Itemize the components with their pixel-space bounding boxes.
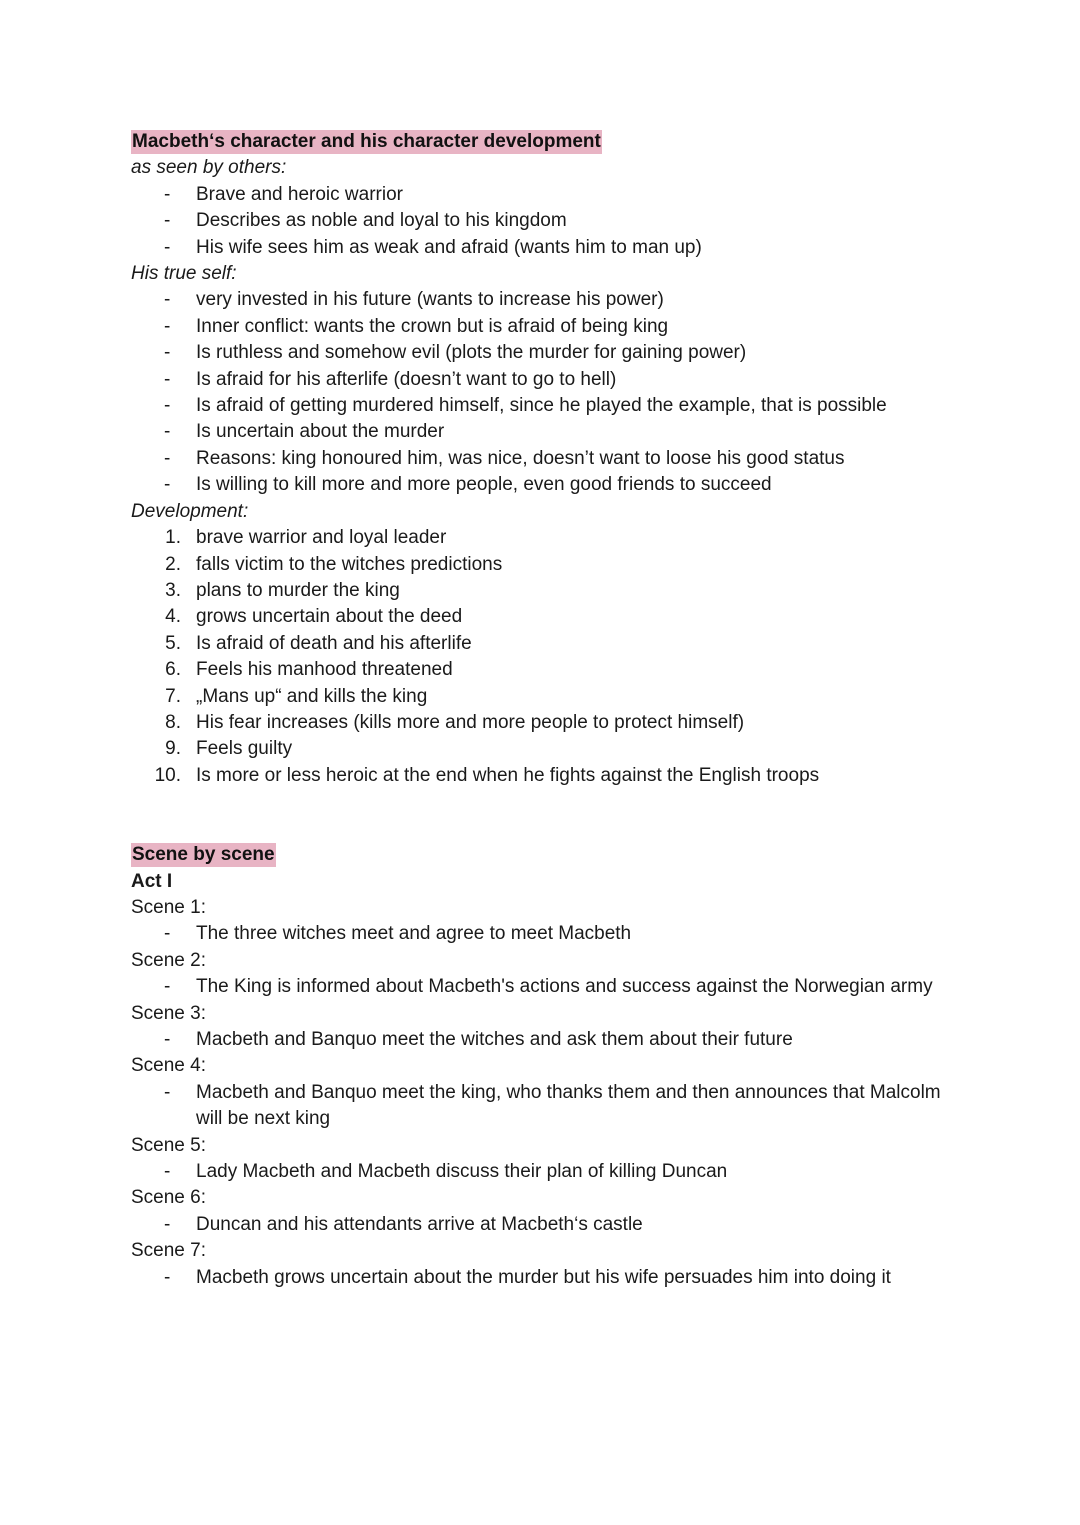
section-heading-character <box>131 129 951 155</box>
list-item: 9. Feels guilty <box>131 736 951 762</box>
scene-label: Scene 1: <box>131 896 206 918</box>
true-self-list <box>131 287 951 498</box>
heading-text: Macbeth‘s character and his character development <box>132 131 601 152</box>
dash-bullet: - <box>164 368 171 390</box>
scene-label: Scene 7: <box>131 1240 206 1262</box>
scene-list <box>131 1159 951 1185</box>
dash-bullet: - <box>164 1029 171 1050</box>
list-item: 6. Feels his manhood threatened <box>131 657 951 683</box>
list-number: 6. <box>165 659 181 681</box>
list-item: - Is uncertain about the murder <box>131 419 951 445</box>
dash-bullet: - <box>164 315 171 337</box>
list-item: - Inner conflict: wants the crown but is afraid of being king <box>131 314 951 340</box>
list-item: - Is afraid for his afterlife (doesn’t want to go to hell) <box>131 367 951 393</box>
list-item: - Macbeth and Banquo meet the king, who thanks them and then announces that Malcolm will be next king <box>164 1081 941 1130</box>
scene-list <box>131 1080 951 1133</box>
dash-bullet: - <box>164 976 171 998</box>
dash-bullet: - <box>164 183 171 205</box>
list-number: 8. <box>165 711 181 733</box>
list-item: - Macbeth grows uncertain about the murder but his wife persuades him into doing it <box>131 1265 951 1291</box>
list-item: - Is afraid of getting murdered himself, since he played the example, that is possible <box>131 393 951 419</box>
list-item: - Is willing to kill more and more people, even good friends to succeed <box>131 472 951 498</box>
section-heading-scenes <box>131 842 951 868</box>
list-item: - Is ruthless and somehow evil (plots the murder for gaining power) <box>131 340 951 366</box>
scene-list <box>131 921 951 947</box>
dash-bullet: - <box>164 447 171 469</box>
dash-bullet: - <box>164 421 171 443</box>
list-item: - Brave and heroic warrior <box>131 182 951 208</box>
scene-list <box>131 1265 951 1291</box>
scene-label: Scene 4: <box>131 1055 206 1077</box>
scene-list <box>131 1027 951 1053</box>
list-item: - Lady Macbeth and Macbeth discuss their plan of killing Duncan <box>131 1159 951 1185</box>
document-body <box>131 129 951 1291</box>
scene-list <box>131 974 951 1000</box>
list-item: - very invested in his future (wants to increase his power) <box>131 287 951 313</box>
list-item: - Macbeth and Banquo meet the witches and ask them about their future <box>131 1027 951 1053</box>
others-list <box>131 182 951 261</box>
list-number: 9. <box>165 738 181 760</box>
dash-bullet: - <box>164 236 171 258</box>
list-item: - Reasons: king honoured him, was nice, doesn’t want to loose his good status <box>131 446 951 472</box>
list-number: 7. <box>165 685 181 707</box>
list-item: - The three witches meet and agree to meet Macbeth <box>131 921 951 947</box>
dash-bullet: - <box>164 289 171 311</box>
list-item: 7. „Mans up“ and kills the king <box>131 684 951 710</box>
dash-bullet: - <box>164 342 171 364</box>
scene-list <box>131 1212 951 1238</box>
list-item: - The King is informed about Macbeth's actions and success against the Norwegian army <box>131 974 951 1000</box>
list-item: 4. grows uncertain about the deed <box>131 604 951 630</box>
dash-bullet: - <box>164 474 171 496</box>
list-item: 2. falls victim to the witches predictions <box>131 552 951 578</box>
dash-bullet: - <box>164 395 171 417</box>
act-title: Act I <box>131 870 173 892</box>
list-item: 3. plans to murder the king <box>131 578 951 604</box>
list-number: 4. <box>165 606 181 628</box>
list-item: 1. brave warrior and loyal leader <box>131 525 951 551</box>
scene-label: Scene 6: <box>131 1187 206 1209</box>
section-spacer <box>131 789 951 842</box>
list-item: - Duncan and his attendants arrive at Macbeth‘s castle <box>131 1212 951 1238</box>
dash-bullet: - <box>164 923 171 945</box>
list-number: 3. <box>165 579 181 601</box>
dash-bullet: - <box>164 210 171 232</box>
dash-bullet: - <box>164 1081 171 1103</box>
development-list <box>131 525 951 789</box>
scene-label: Scene 2: <box>131 949 206 971</box>
list-number: 5. <box>165 632 181 654</box>
list-number: 10. <box>154 764 181 786</box>
list-number: 1. <box>165 527 181 549</box>
others-label: as seen by others: <box>131 157 287 179</box>
list-item: 5. Is afraid of death and his afterlife <box>131 631 951 657</box>
dash-bullet: - <box>164 1213 171 1235</box>
list-item: - His wife sees him as weak and afraid (wants him to man up) <box>131 235 951 261</box>
list-item: - Describes as noble and loyal to his kingdom <box>131 208 951 234</box>
true-self-label: His true self: <box>131 263 237 285</box>
dash-bullet: - <box>164 1161 171 1183</box>
dash-bullet: - <box>164 1266 171 1288</box>
heading-text: Scene by scene <box>132 844 275 866</box>
list-number: 2. <box>165 553 181 575</box>
scene-label: Scene 5: <box>131 1134 206 1156</box>
list-item: 8. His fear increases (kills more and more people to protect himself) <box>131 710 951 736</box>
scene-label: Scene 3: <box>131 1002 206 1024</box>
list-item: 10. Is more or less heroic at the end when he fights against the English troops <box>131 763 951 789</box>
development-label: Development: <box>131 500 249 522</box>
